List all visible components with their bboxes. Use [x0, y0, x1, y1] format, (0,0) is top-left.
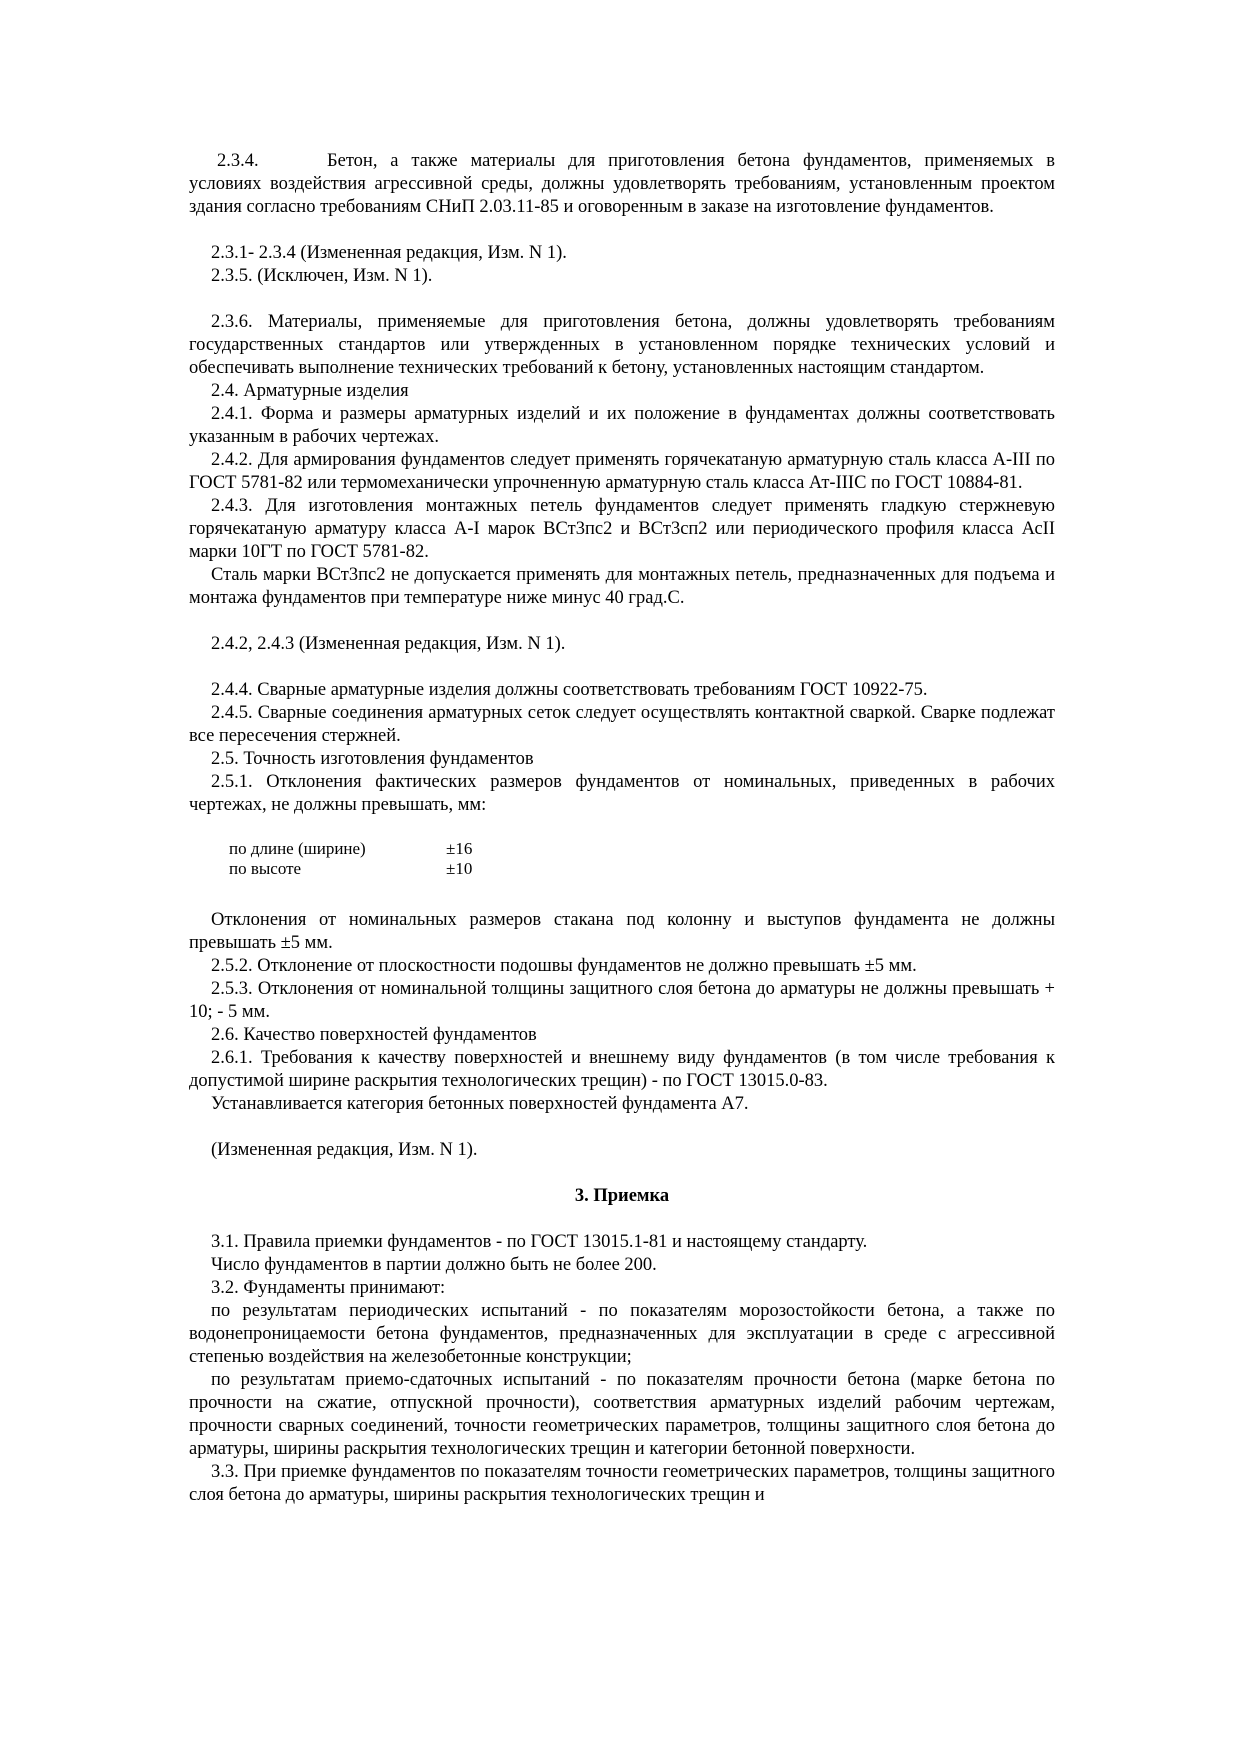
subsection-2-5-heading: 2.5. Точность изготовления фундаментов	[211, 749, 534, 769]
paragraph-2-5-1-continued: Отклонения от номинальных размеров стакана под колонну и выступов фундамента не должны превышать ±5 мм.	[189, 910, 1055, 953]
spacer	[189, 879, 1055, 909]
paragraph-2-3-4	[189, 150, 1055, 219]
table-row	[229, 839, 472, 859]
paragraph-3-2-periodic: по результатам периодических испытаний - по показателям морозостойкости бетона, а также по водонепроницаемости бетона фундаментов, предназначенных для эксплуатации в среде с агрессивной степенью воздействия на железобетонные конструкции;	[189, 1301, 1055, 1367]
spacer	[189, 817, 1055, 839]
paragraph-3-1-continued: Число фундаментов в партии должно быть не более 200.	[211, 1255, 657, 1275]
document-page	[189, 150, 1055, 1507]
amendment-note: (Измененная редакция, Изм. N 1).	[211, 1140, 478, 1160]
paragraph-2-5-2: 2.5.2. Отклонение от плоскостности подошвы фундаментов не должно превышать ±5 мм.	[211, 956, 917, 976]
subsection-2-6-heading: 2.6. Качество поверхностей фундаментов	[211, 1025, 537, 1045]
paragraph-3-1: 3.1. Правила приемки фундаментов - по ГОСТ 13015.1-81 и настоящему стандарту.	[211, 1232, 868, 1252]
tolerance-value: ±16	[446, 839, 473, 858]
paragraph-2-3-6: 2.3.6. Материалы, применяемые для приготовления бетона, должны удовлетворять требованиям государственных стандартов или утвержденных в установленном порядке технических условий и обеспечивать выполнение технических требований к бетону, установленных настоящим стандартом.	[189, 312, 1055, 378]
spacer	[189, 1208, 1055, 1231]
paragraph-2-6-1: 2.6.1. Требования к качеству поверхностей и внешнему виду фундаментов (в том числе требования к допустимой ширине раскрытия технологических трещин) - по ГОСТ 13015.0-83.	[189, 1048, 1055, 1091]
paragraph-2-4-3: 2.4.3. Для изготовления монтажных петель фундаментов следует применять гладкую стержневую горячекатаную арматуру класса А-I марок ВСт3пс2 и ВСт3сп2 или периодического профиля класса АсII марки 10ГТ по ГОСТ 5781-82.	[189, 496, 1055, 562]
spacer	[189, 1162, 1055, 1185]
paragraph-3-2: 3.2. Фундаменты принимают:	[211, 1278, 446, 1298]
spacer	[189, 656, 1055, 679]
paragraph-2-3-5: 2.3.5. (Исключен, Изм. N 1).	[211, 266, 433, 286]
paragraph-2-5-1: 2.5.1. Отклонения фактических размеров фундаментов от номинальных, приведенных в рабочих чертежах, не должны превышать, мм:	[189, 772, 1055, 815]
paragraph-2-4-5: 2.4.5. Сварные соединения арматурных сеток следует осуществлять контактной сваркой. Сварке подлежат все пересечения стержней.	[189, 703, 1055, 746]
table-row	[229, 859, 472, 879]
paragraph-3-3: 3.3. При приемке фундаментов по показателям точности геометрических параметров, толщины защитного слоя бетона до арматуры, ширины раскрытия технологических трещин и	[189, 1462, 1055, 1505]
paragraph-2-4-3-continued: Сталь марки ВСт3пс2 не допускается применять для монтажных петель, предназначенных для подъема и монтажа фундаментов при температуре ниже минус 40 град.С.	[189, 565, 1055, 608]
amendment-note: 2.3.1- 2.3.4 (Измененная редакция, Изм. N 1).	[211, 243, 567, 263]
subsection-2-4-heading: 2.4. Арматурные изделия	[211, 381, 409, 401]
paragraph-number: 2.3.4.	[217, 151, 259, 171]
amendment-note: 2.4.2, 2.4.3 (Измененная редакция, Изм. N 1).	[211, 634, 566, 654]
spacer	[189, 1116, 1055, 1139]
paragraph-2-4-1: 2.4.1. Форма и размеры арматурных изделий и их положение в фундаментах должны соответствовать указанным в рабочих чертежах.	[189, 404, 1055, 447]
paragraph-2-5-3: 2.5.3. Отклонения от номинальной толщины защитного слоя бетона до арматуры не должны превышать + 10; - 5 мм.	[189, 979, 1055, 1022]
tolerance-table	[229, 839, 472, 879]
paragraph-2-4-2: 2.4.2. Для армирования фундаментов следует применять горячекатаную арматурную сталь класса А-III по ГОСТ 5781-82 или термомеханически упрочненную арматурную сталь класса Ат-IIIС по ГОСТ 10884-81.	[189, 450, 1055, 493]
tolerance-value: ±10	[446, 859, 473, 878]
paragraph-2-6-1-continued: Устанавливается категория бетонных поверхностей фундамента А7.	[211, 1094, 749, 1114]
tolerance-label: по длине (ширине)	[229, 839, 366, 858]
section-3-title: 3. Приемка	[574, 1186, 670, 1206]
spacer	[189, 219, 1055, 242]
paragraph-text: Бетон, а также материалы для приготовления бетона фундаментов, применяемых в условиях воздействия агрессивной среды, должны удовлетворять требованиям, установленным проектом здания согласно требованиям СНиП 2.03.11-85 и оговоренным в заказе на изготовление фундаментов.	[189, 151, 1055, 217]
spacer	[189, 610, 1055, 633]
tolerance-label: по высоте	[229, 859, 302, 878]
paragraph-2-4-4: 2.4.4. Сварные арматурные изделия должны соответствовать требованиям ГОСТ 10922-75.	[211, 680, 928, 700]
paragraph-3-2-acceptance: по результатам приемо-сдаточных испытаний - по показателям прочности бетона (марке бетона по прочности на сжатие, отпускной прочности), соответствия арматурных изделий рабочим чертежам, прочности сварных соединений, точности геометрических параметров, толщины защитного слоя бетона до арматуры, ширины раскрытия технологических трещин и категории бетонной поверхности.	[189, 1370, 1055, 1459]
spacer	[189, 288, 1055, 311]
